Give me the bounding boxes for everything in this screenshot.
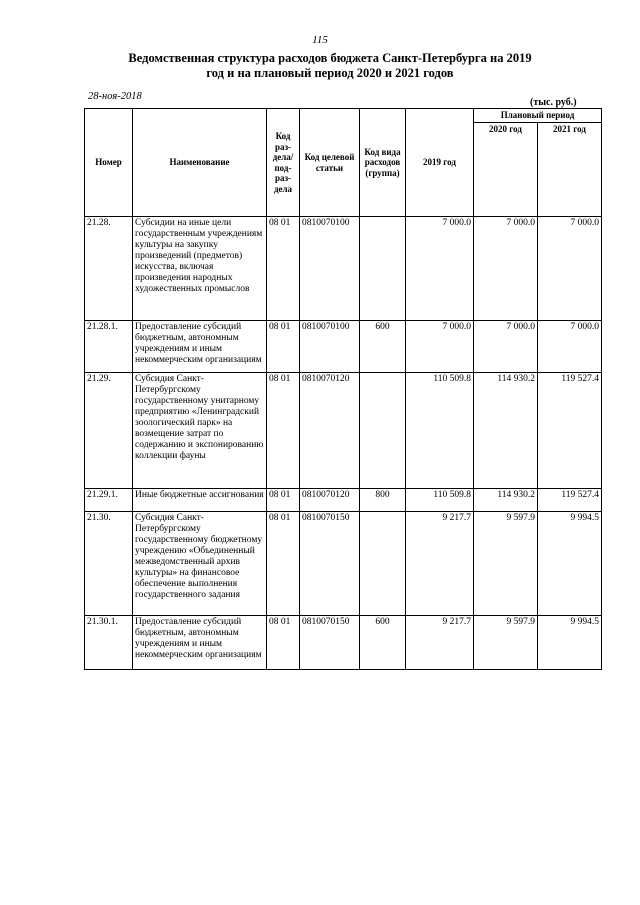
row-2021: 9 994.5 (538, 512, 602, 616)
row-target-code: 0810070100 (300, 217, 360, 321)
row-number: 21.30.1. (85, 616, 133, 670)
row-number: 21.29. (85, 373, 133, 489)
budget-table (84, 108, 602, 670)
row-expense-type: 600 (360, 616, 406, 670)
row-target-code: 0810070100 (300, 321, 360, 373)
document-title: Ведомственная структура расходов бюджета Санкт-Петербурга на 2019 год и на плановый период 2020 и 2021 годов (128, 51, 532, 80)
row-target-code: 0810070120 (300, 489, 360, 512)
row-2020: 7 000.0 (474, 321, 538, 373)
row-target-code: 0810070150 (300, 512, 360, 616)
row-2020: 114 930.2 (474, 373, 538, 489)
row-2020: 9 597.9 (474, 616, 538, 670)
row-name: Субсидия Санкт-Петербургскому государственному унитарному предприятию «Ленинградский зоологический парк» на возмещение затрат по содержанию и экспонированию коллекции фауны (133, 373, 267, 489)
table-row (85, 489, 602, 512)
row-name: Предоставление субсидий бюджетным, автономным учреждениям и иным некоммерческим организациям (133, 321, 267, 373)
row-section-code: 08 01 (267, 373, 300, 489)
row-2020: 9 597.9 (474, 512, 538, 616)
row-section-code: 08 01 (267, 321, 300, 373)
row-2020: 7 000.0 (474, 217, 538, 321)
row-section-code: 08 01 (267, 616, 300, 670)
units-label: (тыс. руб.) (530, 97, 577, 108)
row-2021: 119 527.4 (538, 489, 602, 512)
document-date: 28-ноя-2018 (88, 91, 142, 102)
row-number: 21.30. (85, 512, 133, 616)
header-2020: 2020 год (474, 123, 538, 217)
table-row (85, 616, 602, 670)
row-2019: 9 217.7 (406, 616, 474, 670)
row-expense-type (360, 373, 406, 489)
row-expense-type (360, 217, 406, 321)
header-expense-type-code: Код вида расходов (группа) (360, 109, 406, 217)
table-row (85, 321, 602, 373)
row-name: Субсидия Санкт-Петербургскому государственному бюджетному учреждению «Объединенный межведомственный архив культуры» на финансовое обеспечение выполнения государственного задания (133, 512, 267, 616)
row-2021: 7 000.0 (538, 217, 602, 321)
row-expense-type (360, 512, 406, 616)
row-name: Предоставление субсидий бюджетным, автономным учреждениям и иным некоммерческим организациям (133, 616, 267, 670)
row-2021: 9 994.5 (538, 616, 602, 670)
header-target-code: Код целевой статьи (300, 109, 360, 217)
row-section-code: 08 01 (267, 512, 300, 616)
row-expense-type: 800 (360, 489, 406, 512)
header-number: Номер (85, 109, 133, 217)
header-planned-period: Плановый период (474, 109, 602, 123)
row-section-code: 08 01 (267, 489, 300, 512)
row-target-code: 0810070120 (300, 373, 360, 489)
table-row (85, 217, 602, 321)
row-2021: 119 527.4 (538, 373, 602, 489)
table-row (85, 373, 602, 489)
row-expense-type: 600 (360, 321, 406, 373)
header-2021: 2021 год (538, 123, 602, 217)
row-name: Иные бюджетные ассигнования (133, 489, 267, 512)
row-2019: 9 217.7 (406, 512, 474, 616)
row-2019: 110 509.8 (406, 373, 474, 489)
row-number: 21.28.1. (85, 321, 133, 373)
row-target-code: 0810070150 (300, 616, 360, 670)
page-number: 115 (312, 34, 328, 46)
table-row (85, 512, 602, 616)
row-2019: 110 509.8 (406, 489, 474, 512)
row-number: 21.28. (85, 217, 133, 321)
header-2019: 2019 год (406, 109, 474, 217)
row-name: Субсидии на иные цели государственным учреждениям культуры на закупку произведений (предметов) искусства, включая произведения народных художественных промыслов (133, 217, 267, 321)
row-2021: 7 000.0 (538, 321, 602, 373)
row-2019: 7 000.0 (406, 217, 474, 321)
header-section-code: Код раз-дела/ под-раз-дела (267, 109, 300, 217)
header-name: Наименование (133, 109, 267, 217)
row-2020: 114 930.2 (474, 489, 538, 512)
row-2019: 7 000.0 (406, 321, 474, 373)
row-section-code: 08 01 (267, 217, 300, 321)
row-number: 21.29.1. (85, 489, 133, 512)
